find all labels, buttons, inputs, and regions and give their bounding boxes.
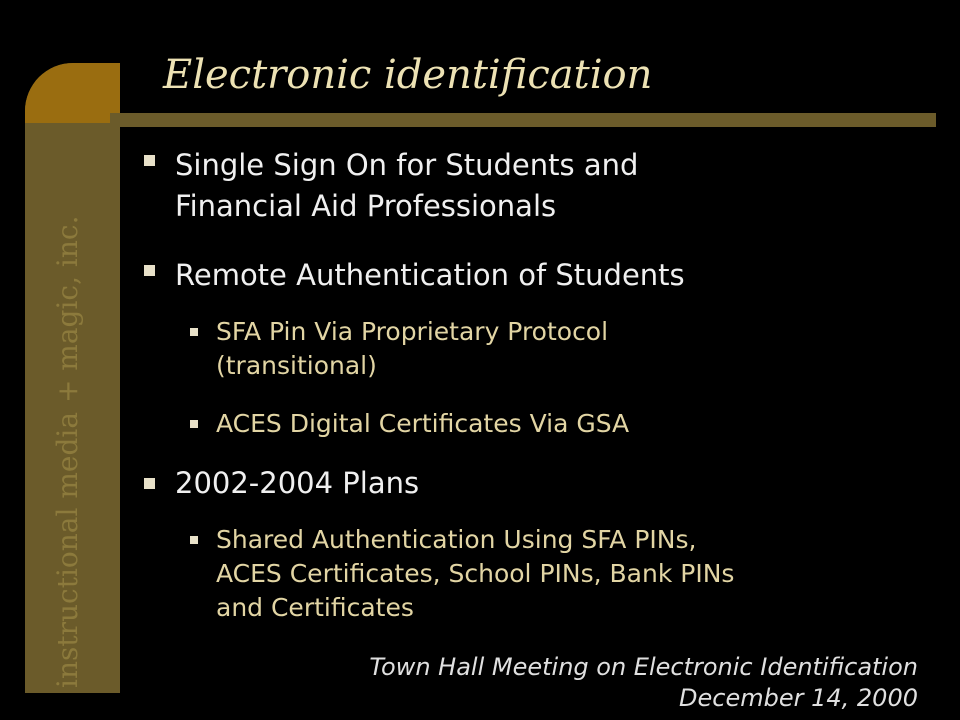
sub-bullet-text-line: Shared Authentication Using SFA PINs,	[216, 525, 697, 554]
sub-bullet-text-line: ACES Certificates, School PINs, Bank PINs	[216, 559, 735, 588]
sub-bullet-text-line: SFA Pin Via Proprietary Protocol	[216, 317, 609, 346]
sub-bullet-marker	[190, 420, 198, 428]
company-watermark-text: instructional media + magic, inc.	[51, 215, 84, 688]
bullet-text-line: Remote Authentication of Students	[175, 258, 685, 292]
bullet-text-line: Single Sign On for Students and	[175, 148, 639, 182]
slide-title: Electronic identification	[163, 52, 653, 98]
sub-bullet-text-line: ACES Digital Certificates Via GSA	[216, 409, 630, 438]
footer-date-text: December 14, 2000	[679, 684, 918, 712]
sub-bullet-item	[216, 407, 629, 441]
bullet-item	[175, 463, 419, 504]
bullet-text-line: Financial Aid Professionals	[175, 189, 557, 223]
sub-bullet-text-line: and Certificates	[216, 593, 414, 622]
sub-bullet-item	[216, 315, 608, 383]
sub-bullet-marker	[190, 536, 198, 544]
bullet-marker	[144, 478, 155, 489]
bullet-marker	[144, 155, 155, 166]
title-rule	[110, 113, 936, 127]
slide-footer	[369, 652, 918, 714]
side-accent-cap	[25, 63, 120, 123]
bullet-marker	[144, 265, 155, 276]
sub-bullet-marker	[190, 328, 198, 336]
sub-bullet-text-line: (transitional)	[216, 351, 377, 380]
bullet-item	[175, 145, 638, 227]
footer-event-text: Town Hall Meeting on Electronic Identification	[369, 653, 918, 681]
sub-bullet-item	[216, 523, 734, 625]
bullet-item	[175, 255, 685, 296]
bullet-text-line: 2002-2004 Plans	[175, 466, 420, 500]
